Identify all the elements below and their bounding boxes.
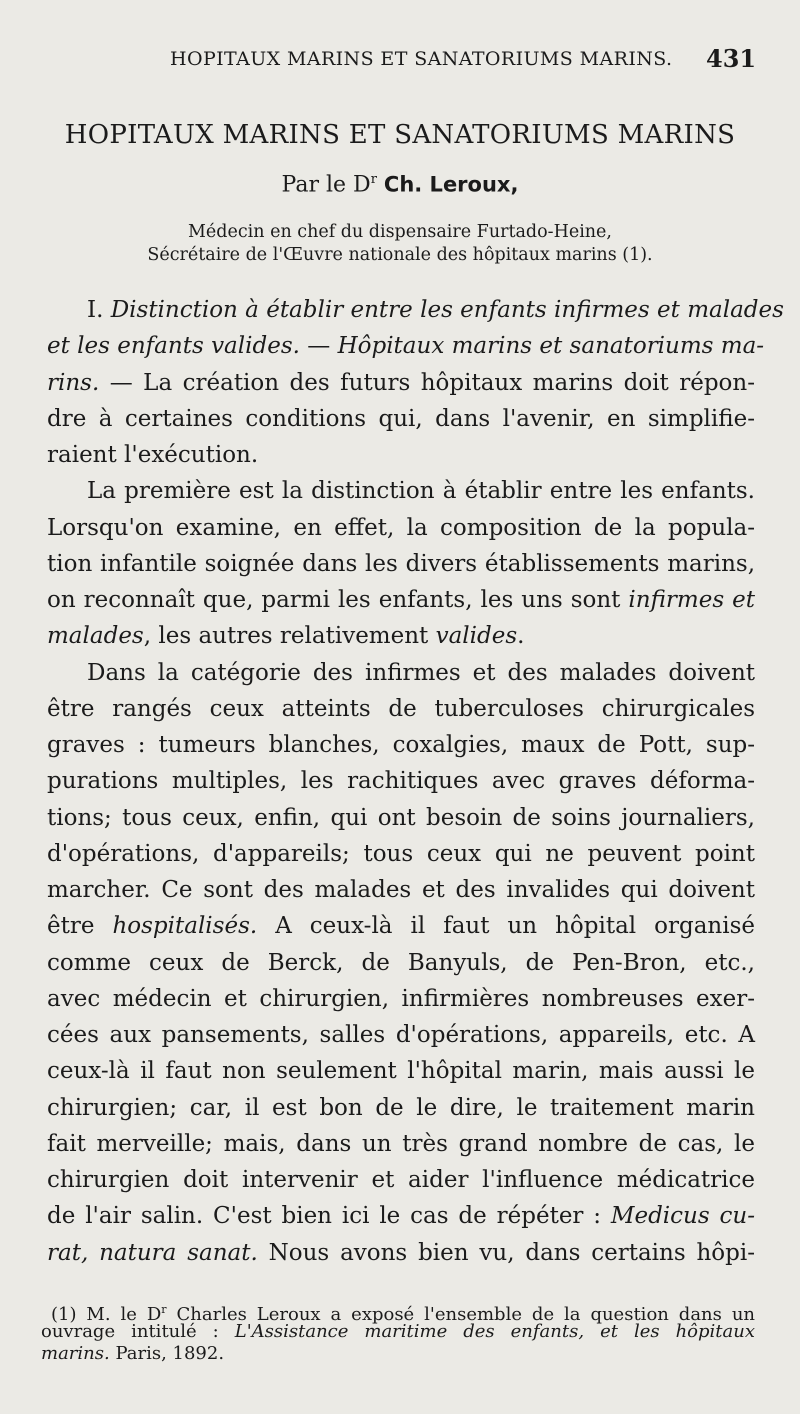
footnote-line — [41, 1299, 756, 1325]
italic-span: rat, natura sanat. — [47, 1239, 258, 1266]
footnote-line — [41, 1343, 755, 1365]
text-line: Dans la catégorie des infirmes et des malades doivent — [87, 659, 755, 686]
text-span: , les autres relativement — [143, 623, 436, 650]
affiliation-line-1: Médecin en chef du dispensaire Furtado-Heine, — [188, 222, 612, 242]
italic-span: hospitalisés. — [112, 913, 258, 940]
italic-span: marins. — [41, 1343, 110, 1364]
text-span: Charles Leroux a exposé l'ensemble de la question dans un — [166, 1304, 756, 1325]
text-line: comme ceux de Berck, de Banyuls, de Pen-Bron, etc., — [47, 949, 755, 976]
text-line — [47, 365, 755, 401]
text-line: ceux-là il faut non seulement l'hôpital marin, mais aussi le — [47, 1058, 755, 1085]
text-span: Paris, 1892. — [109, 1343, 225, 1364]
text-span: A ceux-là il faut un hôpital organisé — [257, 913, 755, 940]
text-line: Lorsqu'on examine, en effet, la composition de la popula- — [47, 514, 755, 541]
text-span: ouvrage intitulé : — [41, 1321, 235, 1342]
text-line: dre à certaines conditions qui, dans l'avenir, en simplifie- — [47, 405, 755, 432]
text-line: chirurgien; car, il est bon de le dire, le traitement marin — [47, 1094, 755, 1121]
running-header — [0, 40, 800, 80]
text-span: — La création des futurs hôpitaux marins doit répon- — [99, 369, 755, 396]
text-line — [47, 292, 784, 328]
text-span: être — [47, 913, 113, 940]
italic-span: malades — [47, 623, 144, 650]
text-line: marcher. Ce sont des malades et des invalides qui doivent — [47, 877, 755, 903]
text-line — [47, 1198, 755, 1234]
footnote — [41, 1299, 755, 1365]
italic-span: Medicus cu- — [610, 1203, 755, 1230]
byline — [0, 172, 800, 197]
text-span: . — [517, 623, 525, 650]
affiliation-line-2: Sécrétaire de l'Œuvre nationale des hôpitaux marins (1). — [147, 245, 653, 265]
italic-span: valides — [435, 623, 518, 650]
text-span: (1) M. le D — [51, 1304, 162, 1325]
italic-span: Distinction à établir entre les enfants infirmes et malades — [110, 297, 784, 323]
italic-span: L'Assistance maritime des enfants, et les hôpitaux — [234, 1321, 755, 1342]
italic-span: et les enfants valides. — [47, 333, 300, 360]
text-line — [47, 1235, 755, 1271]
running-title: HOPITAUX MARINS ET SANATORIUMS MARINS. — [170, 48, 673, 70]
text-line: La première est la distinction à établir entre les enfants. — [87, 478, 755, 505]
text-line — [47, 582, 755, 618]
text-span: on reconnaît que, parmi les enfants, les uns sont — [47, 587, 629, 613]
text-line — [47, 328, 765, 364]
text-line: chirurgien doit intervenir et aider l'influence médicatrice — [47, 1167, 755, 1193]
text-line: graves : tumeurs blanches, coxalgies, maux de Pott, sup- — [47, 732, 755, 758]
text-line: d'opérations, d'appareils; tous ceux qui ne peuvent point — [47, 840, 755, 867]
footnote-line — [41, 1321, 755, 1343]
text-line — [47, 618, 755, 654]
text-span: I. — [87, 297, 111, 323]
italic-span: Hôpitaux marins et sanatoriums ma- — [337, 333, 765, 360]
text-line: cées aux pansements, salles d'opérations, appareils, etc. A — [47, 1022, 755, 1048]
text-line — [47, 908, 755, 944]
text-span: de l'air salin. C'est bien ici le cas de répéter : — [47, 1203, 611, 1230]
text-span: Nous avons bien vu, dans certains hôpi- — [257, 1239, 755, 1266]
text-line: tion infantile soignée dans les divers établissements marins, — [47, 550, 755, 577]
text-line: fait merveille; mais, dans un très grand nombre de cas, le — [47, 1130, 755, 1157]
article-title: HOPITAUX MARINS ET SANATORIUMS MARINS — [64, 120, 736, 150]
text-span: — — [299, 333, 338, 360]
text-line: purations multiples, les rachitiques avec graves déforma- — [47, 768, 755, 795]
text-line: raient l'exécution. — [47, 442, 259, 468]
byline-superscript: r — [370, 172, 377, 187]
italic-span: rins. — [47, 369, 100, 396]
author-name: Ch. Leroux, — [383, 172, 519, 197]
page-number: 431 — [706, 44, 757, 73]
byline-prefix: Par le D — [281, 172, 371, 198]
text-line: tions; tous ceux, enfin, qui ont besoin de soins journaliers, — [47, 804, 755, 831]
italic-span: infirmes et — [628, 587, 755, 613]
text-line: être rangés ceux atteints de tuberculoses chirurgicales — [47, 695, 755, 722]
text-line: avec médecin et chirurgien, infirmières nombreuses exer- — [47, 985, 755, 1012]
body-text — [47, 292, 784, 1271]
footnote-superscript: r — [161, 1303, 167, 1316]
